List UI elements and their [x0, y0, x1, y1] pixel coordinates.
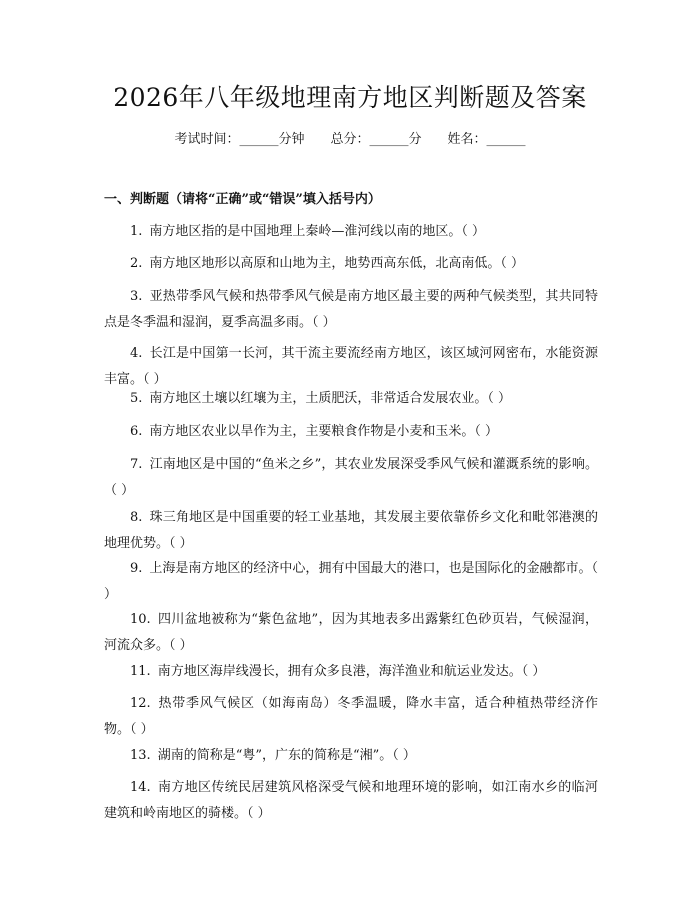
- question-13: 13. 湖南的简称是“粤”，广东的简称是“湘”。（ ）: [130, 748, 416, 763]
- question-2: 2. 南方地区地形以高原和山地为主，地势西高东低，北高南低。（ ）: [130, 256, 525, 271]
- question-14: 14. 南方地区传统民居建筑风格深受气候和地理环境的影响，如江南水乡的临河建筑和岭南地区的骑楼。（ ）: [104, 780, 598, 821]
- question-10: 10. 四川盆地被称为“紫色盆地”，因为其地表多出露紫红色砂页岩，气候湿润，河流众多。（ ）: [104, 612, 598, 653]
- question-4: 4. 长江是中国第一长河，其干流主要流经南方地区，该区域河网密布，水能资源丰富。（ ）: [104, 346, 598, 387]
- total-score-field: 总分：______分: [330, 132, 422, 147]
- question-1: 1. 南方地区指的是中国地理上秦岭—淮河线以南的地区。（ ）: [130, 224, 486, 239]
- question-7: 7. 江南地区是中国的“鱼米之乡”，其农业发展深受季风气候和灌溉系统的影响。（ ）: [104, 457, 598, 498]
- question-9: 9. 上海是南方地区的经济中心，拥有中国最大的港口，也是国际化的金融都市。（ ）: [104, 561, 598, 602]
- section-heading: 一、判断题（请将“正确”或“错误”填入括号内）: [104, 192, 381, 207]
- question-11: 11. 南方地区海岸线漫长，拥有众多良港，海洋渔业和航运业发达。（ ）: [130, 664, 546, 679]
- question-8: 8. 珠三角地区是中国重要的轻工业基地，其发展主要依靠侨乡文化和毗邻港澳的地理优势。（ ）: [104, 510, 598, 551]
- question-6: 6. 南方地区农业以旱作为主，主要粮食作物是小麦和玉米。（ ）: [130, 424, 499, 439]
- exam-info: [0, 131, 700, 149]
- page-title: 2026年八年级地理南方地区判断题及答案: [113, 83, 587, 112]
- student-name-field: 姓名：______: [447, 132, 526, 147]
- question-3: 3. 亚热带季风气候和热带季风气候是南方地区最主要的两种气候类型，其共同特点是冬季温和湿润，夏季高温多雨。（ ）: [104, 289, 598, 330]
- question-12: 12. 热带季风气候区（如海南岛）冬季温暖，降水丰富，适合种植热带经济作物。（ ）: [104, 696, 598, 737]
- question-5: 5. 南方地区土壤以红壤为主，土质肥沃，非常适合发展农业。（ ）: [130, 391, 512, 406]
- exam-time-field: 考试时间：______分钟: [174, 132, 305, 147]
